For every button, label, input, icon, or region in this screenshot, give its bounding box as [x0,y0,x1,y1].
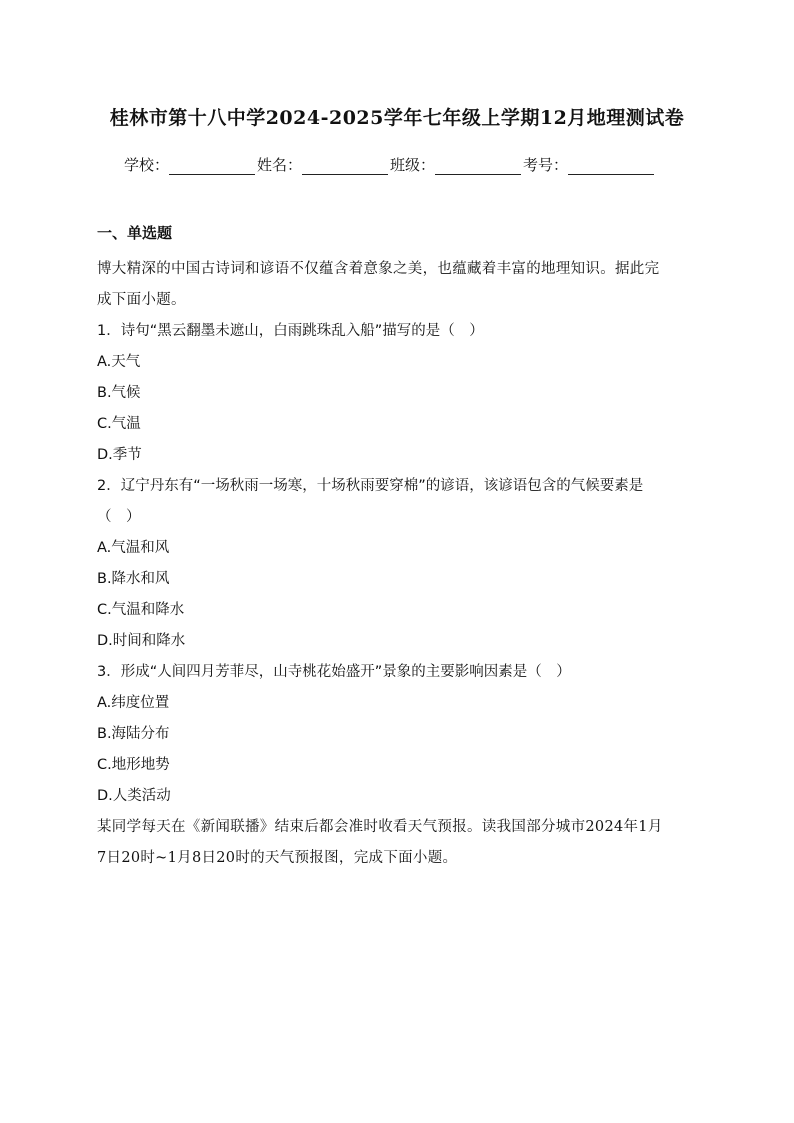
question-1-stem: 1．诗句“黑云翻墨未遮山，白雨跳珠乱入船”描写的是（ ） [97,323,484,339]
question-3-option-a[interactable]: A.纬度位置 [97,695,170,711]
question-3-option-d[interactable]: D.人类活动 [97,788,171,804]
question-1-option-d[interactable]: D.季节 [97,447,142,463]
question-2-option-a[interactable]: A.气温和风 [97,540,170,556]
question-2-stem: 2．辽宁丹东有“一场秋雨一场寒，十场秋雨要穿棉”的谚语，该谚语包含的气候要素是 [97,478,644,494]
question-1-option-b[interactable]: B.气候 [97,385,141,401]
student-info-row [124,154,684,175]
question-2-option-b[interactable]: B.降水和风 [97,571,170,587]
exam-number-label: 考号： [523,156,569,174]
intro-passage-1 [97,254,697,316]
intro-line: 博大精深的中国古诗词和谚语不仅蕴含着意象之美，也蕴藏着丰富的地理知识。据此完 [97,261,660,277]
section-heading: 一、单选题 [97,224,173,242]
exam-number-field[interactable] [523,154,656,175]
name-field[interactable] [257,154,390,175]
name-label: 姓名： [257,156,303,174]
exam-number-blank[interactable] [568,158,654,175]
school-blank[interactable] [169,158,255,175]
page-title: 桂林市第十八中学2024-2025学年七年级上学期12月地理测试卷 [109,107,685,129]
question-2-stem-cont: （ ） [97,509,141,525]
question-list [97,316,697,812]
school-field[interactable] [124,154,257,175]
question-2-option-d[interactable]: D.时间和降水 [97,633,186,649]
intro-line: 某同学每天在《新闻联播》结束后都会准时收看天气预报。读我国部分城市2024年1月 [97,819,663,835]
class-field[interactable] [390,154,523,175]
question-1-option-c[interactable]: C.气温 [97,416,141,432]
question-3-option-c[interactable]: C.地形地势 [97,757,170,773]
name-blank[interactable] [302,158,388,175]
class-blank[interactable] [435,158,521,175]
intro-line: 7日20时~1月8日20时的天气预报图，完成下面小题。 [97,850,458,866]
school-label: 学校： [124,156,170,174]
question-3-option-b[interactable]: B.海陆分布 [97,726,170,742]
question-1-option-a[interactable]: A.天气 [97,354,141,370]
question-3-stem: 3．形成“人间四月芳菲尽，山寺桃花始盛开”景象的主要影响因素是（ ） [97,664,571,680]
class-label: 班级： [390,156,436,174]
intro-passage-2 [97,812,697,874]
intro-line: 成下面小题。 [97,292,186,308]
question-2-option-c[interactable]: C.气温和降水 [97,602,185,618]
